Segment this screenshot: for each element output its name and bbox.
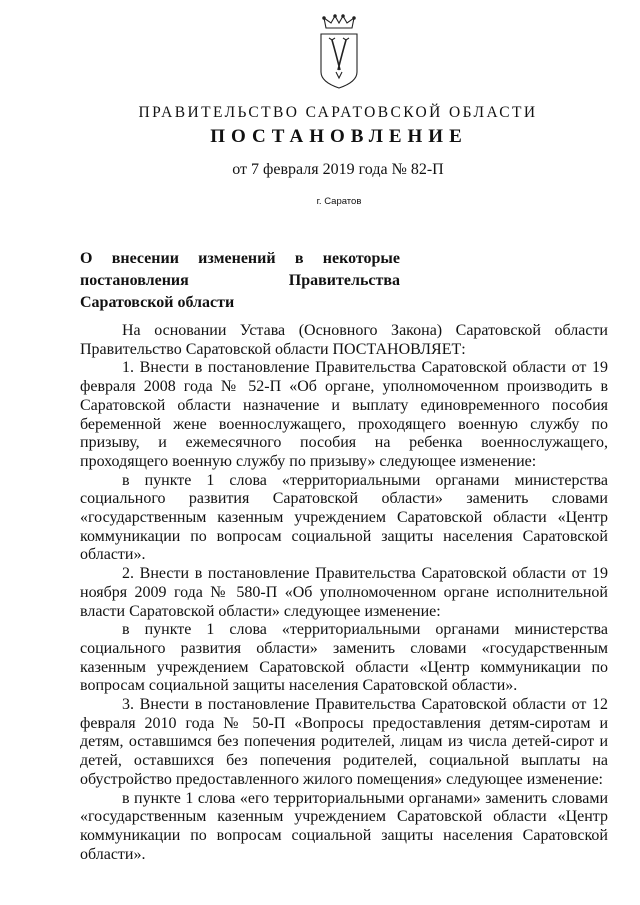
document-date-number: от 7 февраля 2019 года № 82-П [232, 161, 444, 178]
paragraph: На основании Устава (Основного Закона) Саратовской области Правительство Саратовской области ПОСТАНОВЛЯЕТ: [80, 322, 608, 358]
paragraph: 3. Внести в постановление Правительства Саратовской области от 12 февраля 2010 года № 50-П «Вопросы предоставления детям-сиротам и детям, оставшимся без попечения родителей, лицам из числа детей-сирот и детей, оставшихся без попечения родителей, социальной выплаты на обустройство предоставленного жилого помещения» следующее изменение: [80, 696, 608, 788]
document-city: г. Саратов [316, 196, 362, 207]
paragraph: в пункте 1 слова «территориальными органами министерства социального развития Саратовской области» заменить словами «государственным казенным учреждением Саратовской области «Центр коммуникации по вопросам социальной защиты населения Саратовской области». [80, 471, 608, 564]
paragraph: 1. Внести в постановление Правительства Саратовской области от 19 февраля 2008 года № 52-П «Об органе, уполномоченном производить в Саратовской области назначение и выплату единовременного пособия беременной жене военнослужащего, проходящего военную службу по призыву, и ежемесячного пособия на ребенка военнослужащего, проходящего военную службу по призыву» следующее изменение: [80, 359, 608, 470]
coat-of-arms-icon [316, 14, 362, 90]
document-subject: О внесении изменений в некоторые постановления Правительства Саратовской области [80, 250, 400, 311]
paragraph: в пункте 1 слова «его территориальными органами» заменить словами «государственным казенным учреждением Саратовской области «Центр коммуникации по вопросам социальной защиты населения Саратовской области». [80, 789, 608, 863]
government-name: ПРАВИТЕЛЬСТВО САРАТОВСКОЙ ОБЛАСТИ [138, 104, 538, 121]
document-type: ПОСТАНОВЛЕНИЕ [210, 126, 468, 147]
document-body [80, 322, 608, 864]
paragraph: в пункте 1 слова «территориальными органами министерства социального развития области» заменить словами «государственным казенным учреждением Саратовской области «Центр коммуникации по вопросам социальной защиты населения Саратовской области». [80, 621, 608, 695]
paragraph: 2. Внести в постановление Правительства Саратовской области от 19 ноября 2009 года № 580-П «Об уполномоченном органе исполнительной власти Саратовской области» следующее изменение: [80, 565, 608, 620]
